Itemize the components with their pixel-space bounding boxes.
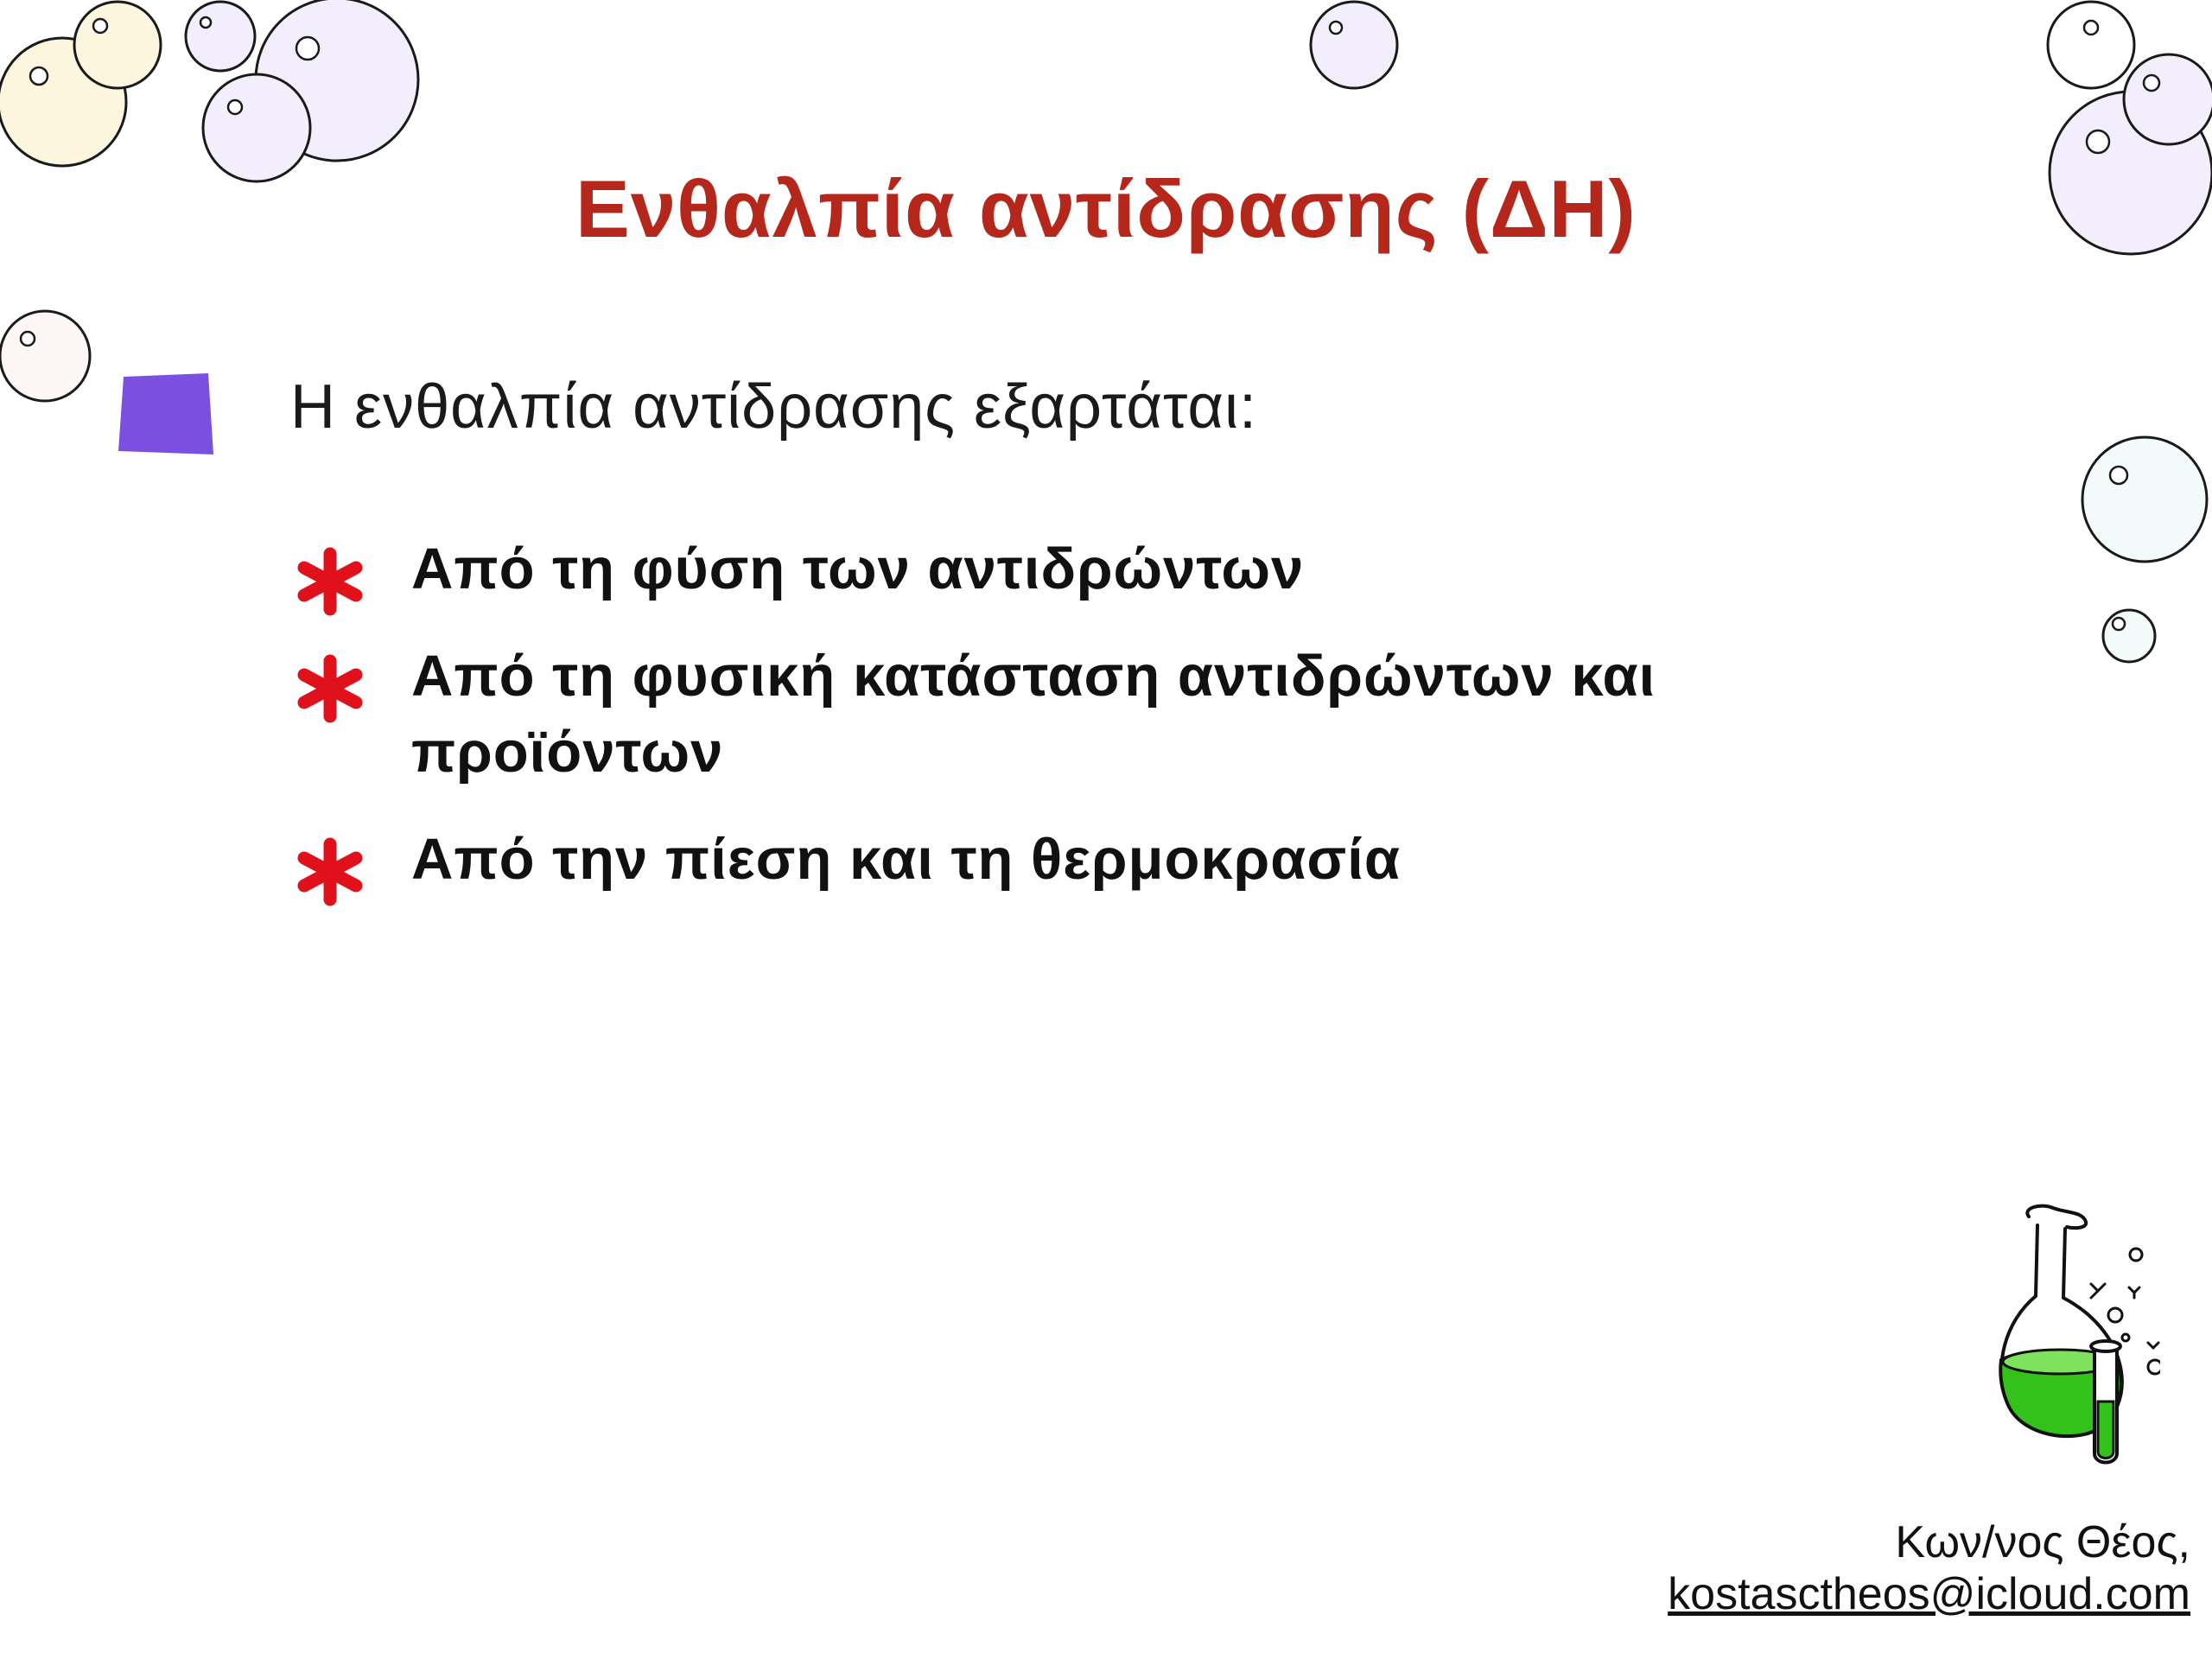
chemistry-flask-icon [1987, 1201, 2160, 1478]
bubble-icon [74, 2, 161, 88]
bubble-icon [2082, 437, 2207, 562]
bubble-icon [1311, 2, 1397, 88]
list-item [294, 639, 1815, 791]
author-credit [1668, 1516, 2190, 1620]
bubble-icon [0, 38, 126, 166]
bubble-icon [2103, 610, 2155, 662]
list-item [294, 531, 1815, 607]
bubble-icon [0, 311, 90, 401]
bubble-icon [2124, 54, 2212, 144]
bubble-icon [256, 0, 418, 161]
bubble-icon [2048, 2, 2134, 88]
list-item-text: Από τη φύση των αντιδρώντων [411, 537, 1305, 601]
intro-text: Η ενθαλπία αντίδρασης εξαρτάται: [290, 372, 1258, 442]
purple-square-bullet-icon [117, 370, 213, 458]
red-asterisk-icon [294, 547, 366, 616]
list-item-text: Από τη φυσική κατάσταση αντιδρώντων και προϊόντων [411, 644, 1656, 785]
author-email-link[interactable]: kostasctheos@icloud.com [1668, 1569, 2190, 1619]
list-item [294, 822, 1815, 898]
bullet-list [294, 531, 1815, 929]
red-asterisk-icon [294, 837, 366, 906]
list-item-text: Από την πίεση και τη θερμοκρασία [411, 827, 1402, 892]
author-name: Κων/νος Θέος, [1895, 1517, 2190, 1567]
slide-title: Ενθαλπία αντίδρασης (ΔΗ) [575, 163, 1637, 254]
bubble-icon [186, 2, 255, 71]
red-asterisk-icon [294, 654, 366, 723]
